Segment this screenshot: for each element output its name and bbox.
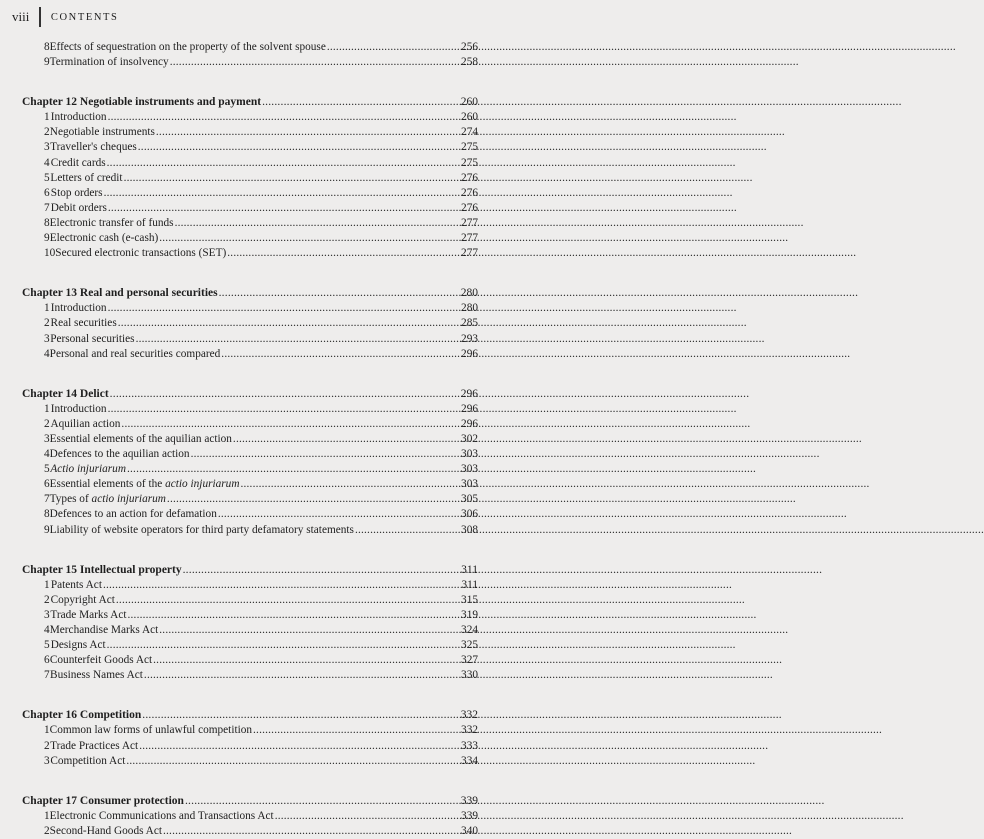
toc-entry [22,638,478,653]
entry-page: 285 [461,317,478,330]
entry-title: Introduction [50,302,107,315]
entry-number: 6 [44,186,50,199]
running-header [12,6,118,28]
entry-page: 339 [461,809,478,822]
dot-leader [116,593,460,608]
dot-leader [128,608,461,623]
dot-leader [104,186,460,201]
entry-page: 303 [461,478,478,491]
entry-title: Essential elements of the aquilian action [49,432,232,445]
toc-entry [22,824,478,839]
dot-leader [136,332,460,347]
entry-page: 325 [461,639,478,652]
dot-leader [156,125,460,140]
entry-page: 306 [461,508,478,521]
entry-title: Termination of insolvency [49,56,169,69]
dot-leader [159,231,460,246]
entry-page: 276 [461,186,478,199]
entry-title: Trade Practices Act [50,739,139,752]
entry-title: Letters of credit [50,171,123,184]
entry-title: Traveller's cheques [50,141,137,154]
dot-leader [108,402,460,417]
entry-title: Common law forms of unlawful competition [49,724,253,737]
dot-leader [159,623,460,638]
entry-page: 277 [461,232,478,245]
toc-entry [22,40,478,55]
entry-title: Aquilian action [50,417,121,430]
dot-leader [275,809,460,824]
entry-page: 324 [461,624,478,636]
toc-entry [22,593,478,608]
dot-leader [139,739,460,754]
dot-leader [144,668,460,683]
table-of-contents [22,40,478,839]
toc-entry [22,507,478,522]
entry-title: Patents Act [50,578,102,591]
entry-number: 1 [44,724,50,737]
entry-page: 330 [461,669,478,682]
entry-page: 302 [461,432,478,445]
toc-entry [22,347,478,362]
toc-entry [22,668,478,683]
chapter-title: Chapter 12 Negotiable instruments and payment [22,96,262,109]
entry-title: Personal securities [50,332,135,345]
entry-page: 296 [461,417,478,430]
dot-leader [253,723,460,738]
entry-number: 8 [44,216,50,229]
dot-leader [183,563,461,578]
entry-number: 6 [44,478,50,491]
entry-title: Second-Hand Goods Act [49,824,162,837]
toc-chapter-block [22,286,478,361]
entry-title-text: Types of [49,493,92,506]
chapter-heading [22,387,478,402]
toc-entry [22,316,478,331]
entry-page: 277 [461,216,478,229]
dot-leader [107,638,460,653]
entry-title: Competition Act [50,754,126,767]
toc-chapter-block [22,563,478,684]
entry-number: 5 [44,463,50,476]
dot-leader [126,754,460,769]
entry-page: 276 [461,171,478,184]
entry-number: 1 [44,809,50,822]
dot-leader [108,110,460,125]
page-number: viii [12,9,30,24]
dot-leader [221,347,460,362]
entry-page: 333 [461,739,478,752]
chapter-page: 339 [460,794,478,807]
toc-entry [22,608,478,623]
chapter-heading [22,708,478,723]
entry-number: 1 [44,402,50,415]
chapter-page: 260 [460,96,478,109]
entry-title: Credit cards [50,156,106,169]
toc-entry [22,578,478,593]
toc-entry [22,432,478,447]
chapter-page: 280 [460,287,478,300]
entry-page: 276 [461,201,478,214]
toc-entry [22,156,478,171]
toc-entry [22,231,478,246]
entry-page: 277 [461,247,478,260]
dot-leader [153,653,460,668]
entry-title: Debit orders [50,201,107,214]
entry-page: 311 [461,578,478,591]
entry-number: 2 [44,824,50,837]
entry-title-italic: actio injuriarum [91,493,166,506]
chapter-heading [22,286,478,301]
chapter-page: 332 [460,709,478,722]
entry-number: 3 [44,432,50,445]
dot-leader [110,387,460,402]
toc-entry [22,809,478,824]
toc-entry [22,171,478,186]
entry-title: Liability of website operators for third party defamatory statements [49,523,354,536]
entry-page: 275 [461,156,478,169]
dot-leader [127,462,460,477]
entry-page: 280 [461,302,478,315]
entry-page: 327 [461,654,478,667]
dot-leader [233,432,460,447]
toc-chapter-block [22,387,478,538]
entry-title-text: Essential elements of the [49,478,166,491]
entry-number: 5 [44,639,50,652]
dot-leader [327,40,460,55]
entry-page: 303 [461,448,478,461]
entry-title: Merchandise Marks Act [49,624,159,636]
toc-entry [22,55,478,70]
chapter-heading [22,563,478,578]
entry-number: 2 [44,739,50,752]
entry-number: 2 [44,317,50,330]
toc-entry [22,739,478,754]
entry-page: 340 [461,824,478,837]
toc-entry [22,140,478,155]
entry-number: 7 [44,669,50,682]
toc-entry [22,754,478,769]
entry-title: Counterfeit Goods Act [49,654,153,667]
toc-entry [22,332,478,347]
dot-leader [219,286,460,301]
dot-leader [121,417,460,432]
entry-number: 3 [44,141,50,154]
entry-page: 296 [461,347,478,360]
toc-entry [22,301,478,316]
entry-number: 2 [44,126,50,139]
dot-leader [107,156,460,171]
dot-leader [227,246,460,261]
entry-number: 10 [44,247,56,260]
dot-leader [163,824,460,839]
entry-title: Personal and real securities compared [49,347,221,360]
dot-leader [124,171,460,186]
entry-title: Defences to an action for defamation [49,508,217,521]
entry-page: 275 [461,141,478,154]
dot-leader [108,201,460,216]
entry-title: Designs Act [50,639,106,652]
entry-number: 9 [44,56,50,69]
toc-entry [22,723,478,738]
toc-chapter-block [22,95,478,261]
entry-number: 3 [44,332,50,345]
entry-title-italic: actio injuriarum [165,478,240,491]
dot-leader [218,507,460,522]
dot-leader [118,316,460,331]
toc-chapter-block [22,794,478,839]
entry-number: 4 [44,347,50,360]
entry-number: 8 [44,41,50,53]
chapter-title: Chapter 16 Competition [22,709,142,722]
entry-title: Effects of sequestration on the property of the solvent spouse [49,41,326,53]
entry-title: Copyright Act [50,593,115,606]
chapter-page: 311 [461,563,478,576]
entry-number: 9 [44,523,50,536]
entry-number: 2 [44,417,50,430]
entry-number: 2 [44,593,50,606]
toc-entry [22,653,478,668]
entry-title: Electronic Communications and Transactions Act [49,809,274,822]
entry-number: 4 [44,448,50,461]
chapter-title: Chapter 15 Intellectual property [22,563,182,576]
entry-page: 334 [461,754,478,767]
entry-title: Negotiable instruments [49,126,155,139]
chapter-title: Chapter 13 Real and personal securities [22,287,218,300]
chapter-title: Chapter 17 Consumer protection [22,794,184,807]
entry-number: 1 [44,578,50,591]
dot-leader [170,55,460,70]
dot-leader [262,95,460,110]
toc-entry [22,216,478,231]
chapter-page: 296 [460,387,478,400]
dot-leader [191,447,460,462]
dot-leader [142,708,459,723]
entry-title: Introduction [50,402,107,415]
entry-title: Electronic cash (e-cash) [49,232,159,245]
toc-entry [22,623,478,638]
chapter-heading [22,95,478,110]
entry-number: 3 [44,754,50,767]
toc-chapter-block [22,708,478,768]
entry-number: 6 [44,654,50,667]
entry-number: 1 [44,302,50,315]
entry-title: Secured electronic transactions (SET) [55,247,227,260]
toc-entry [22,417,478,432]
entry-title: Real securities [50,317,117,330]
chapter-heading [22,794,478,809]
entry-number: 7 [44,201,50,214]
entry-title [50,477,240,492]
entry-page: 332 [461,724,478,737]
toc-entry [22,110,478,125]
entry-title: Electronic transfer of funds [49,216,174,229]
dot-leader [167,492,460,507]
entry-title-italic: Actio injuriarum [50,463,126,476]
entry-number: 4 [44,624,50,636]
entry-page: 315 [461,593,478,606]
toc-entry [22,477,478,492]
entry-number: 5 [44,171,50,184]
dot-leader [108,301,460,316]
entry-number: 8 [44,508,50,521]
toc-entry [22,523,478,538]
entry-title [50,492,166,507]
entry-page: 260 [461,111,478,124]
header-divider [39,7,41,27]
entry-page: 296 [461,402,478,415]
dot-leader [103,578,461,593]
entry-page: 274 [461,126,478,139]
entry-number: 7 [44,493,50,506]
running-title: CONTENTS [50,11,119,23]
entry-title: Introduction [50,111,107,124]
dot-leader [138,140,460,155]
entry-page: 308 [461,523,478,536]
entry-title [50,462,126,477]
dot-leader [175,216,460,231]
toc-entry [22,246,478,261]
entry-title: Business Names Act [50,669,143,682]
dot-leader [240,477,460,492]
chapter-title: Chapter 14 Delict [22,387,109,400]
entry-number: 1 [44,111,50,124]
entry-title: Stop orders [50,186,103,199]
entry-page: 319 [461,608,478,621]
entry-number: 9 [44,232,50,245]
entry-number: 3 [44,608,50,621]
toc-entry [22,125,478,140]
toc-entry [22,492,478,507]
entry-page: 305 [461,493,478,506]
entry-page: 258 [461,56,478,69]
entry-title: Trade Marks Act [50,608,127,621]
toc-entry [22,201,478,216]
entry-page: 293 [461,332,478,345]
entry-page: 303 [461,463,478,476]
entry-page: 256 [461,41,478,53]
toc-entry [22,447,478,462]
entry-number: 4 [44,156,50,169]
dot-leader [355,523,460,538]
toc-entry [22,462,478,477]
dot-leader [185,794,460,809]
toc-entry [22,186,478,201]
entry-title: Defences to the aquilian action [49,448,190,461]
toc-entry [22,402,478,417]
toc-chapter-block [22,40,478,70]
